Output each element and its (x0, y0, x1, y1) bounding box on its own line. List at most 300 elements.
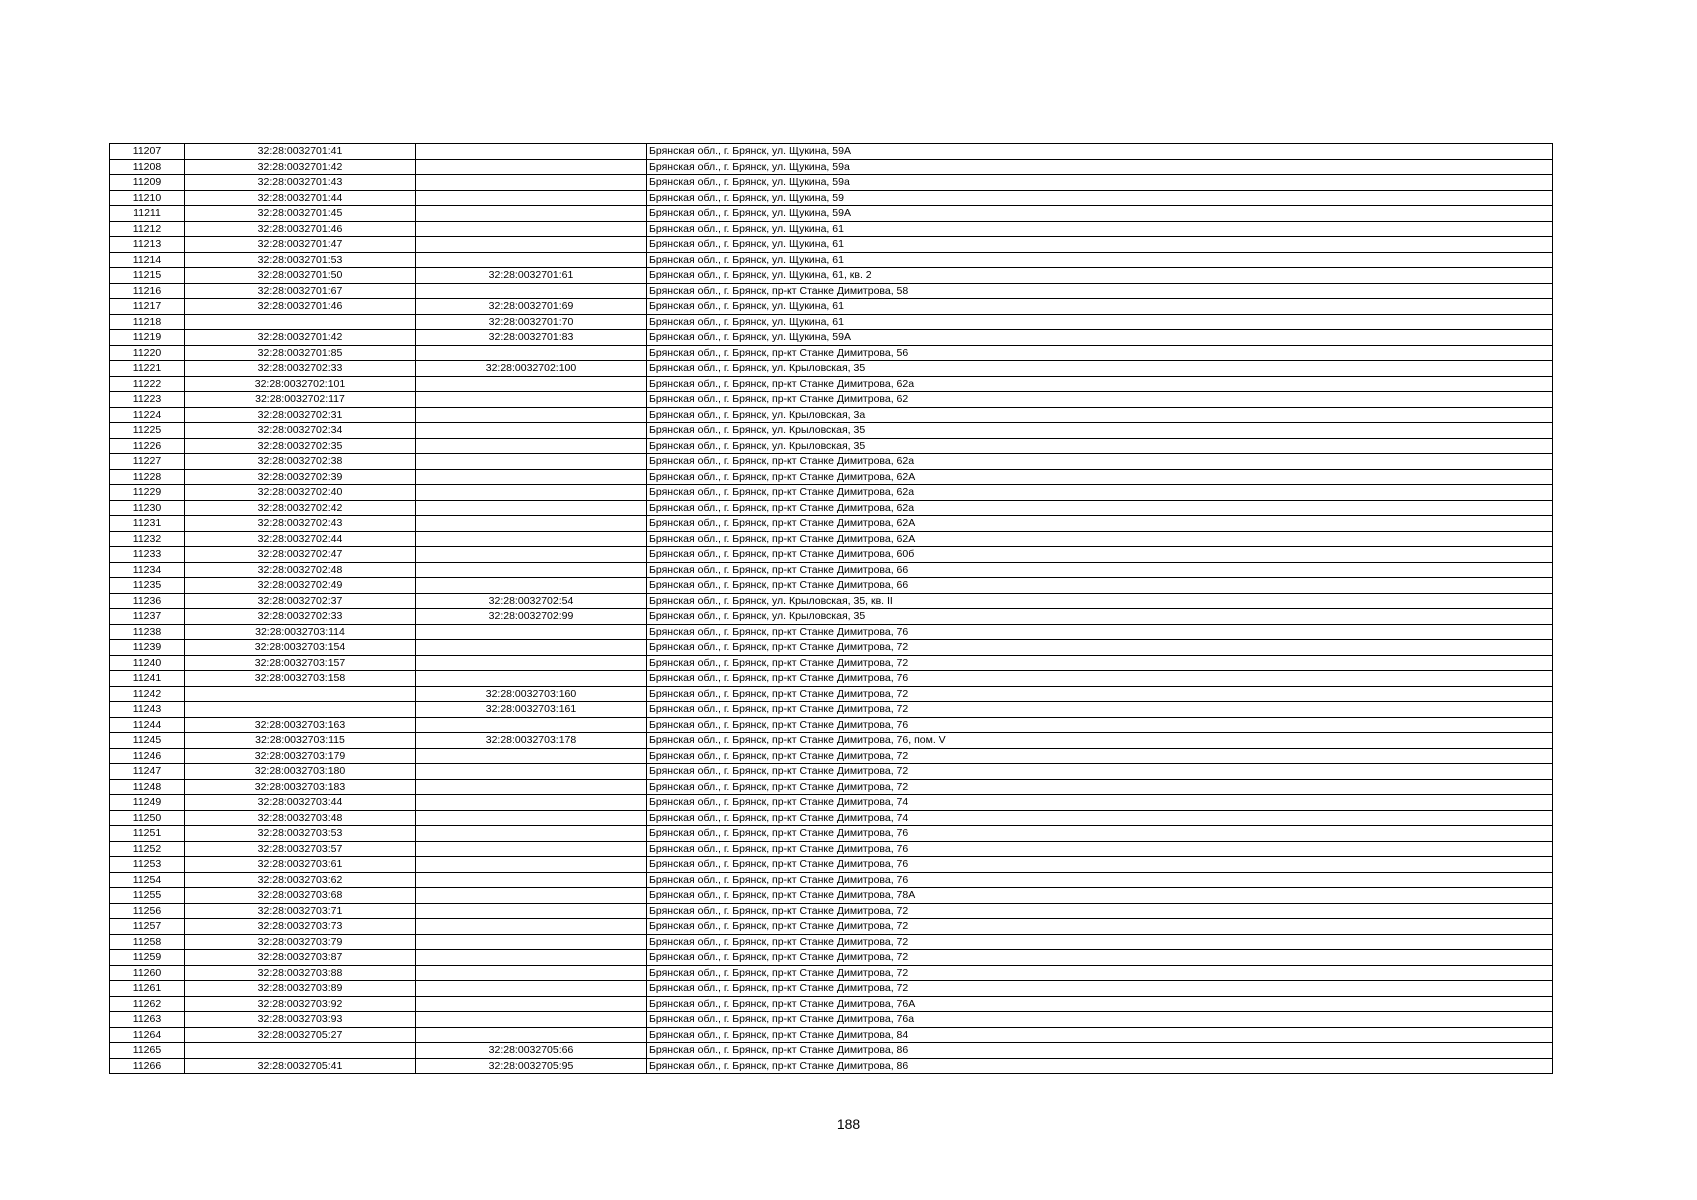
row-number-cell: 11248 (110, 779, 185, 795)
row-number-cell: 11208 (110, 159, 185, 175)
cadastral-number-cell: 32:28:0032701:67 (185, 283, 416, 299)
address-cell: Брянская обл., г. Брянск, пр-кт Станке Димитрова, 72 (647, 950, 1553, 966)
address-cell: Брянская обл., г. Брянск, пр-кт Станке Димитрова, 86 (647, 1043, 1553, 1059)
row-number-cell: 11238 (110, 624, 185, 640)
related-number-cell: 32:28:0032703:160 (416, 686, 647, 702)
address-cell: Брянская обл., г. Брянск, пр-кт Станке Димитрова, 72 (647, 764, 1553, 780)
table-row (110, 624, 1553, 640)
related-number-cell: 32:28:0032702:100 (416, 361, 647, 377)
row-number-cell: 11207 (110, 144, 185, 160)
cadastral-number-cell: 32:28:0032703:89 (185, 981, 416, 997)
related-number-cell (416, 624, 647, 640)
address-cell: Брянская обл., г. Брянск, пр-кт Станке Димитрова, 56 (647, 345, 1553, 361)
cadastral-number-cell: 32:28:0032703:114 (185, 624, 416, 640)
table-row (110, 733, 1553, 749)
table-row (110, 423, 1553, 439)
related-number-cell (416, 144, 647, 160)
address-cell: Брянская обл., г. Брянск, пр-кт Станке Димитрова, 72 (647, 686, 1553, 702)
cadastral-number-cell: 32:28:0032702:39 (185, 469, 416, 485)
related-number-cell (416, 903, 647, 919)
related-number-cell: 32:28:0032702:99 (416, 609, 647, 625)
table-row (110, 903, 1553, 919)
row-number-cell: 11261 (110, 981, 185, 997)
row-number-cell: 11225 (110, 423, 185, 439)
cadastral-number-cell: 32:28:0032702:42 (185, 500, 416, 516)
cadastral-number-cell: 32:28:0032705:41 (185, 1058, 416, 1074)
cadastral-number-cell: 32:28:0032703:87 (185, 950, 416, 966)
table-row (110, 857, 1553, 873)
cadastral-number-cell: 32:28:0032701:42 (185, 330, 416, 346)
address-cell: Брянская обл., г. Брянск, пр-кт Станке Димитрова, 66 (647, 578, 1553, 594)
address-cell: Брянская обл., г. Брянск, пр-кт Станке Димитрова, 62а (647, 500, 1553, 516)
related-number-cell (416, 950, 647, 966)
address-cell: Брянская обл., г. Брянск, пр-кт Станке Димитрова, 72 (647, 919, 1553, 935)
related-number-cell (416, 640, 647, 656)
table-row (110, 221, 1553, 237)
row-number-cell: 11242 (110, 686, 185, 702)
table-row (110, 609, 1553, 625)
table-row (110, 268, 1553, 284)
cadastral-number-cell: 32:28:0032702:101 (185, 376, 416, 392)
cadastral-number-cell: 32:28:0032702:117 (185, 392, 416, 408)
row-number-cell: 11215 (110, 268, 185, 284)
cadastral-number-cell: 32:28:0032702:31 (185, 407, 416, 423)
address-cell: Брянская обл., г. Брянск, пр-кт Станке Димитрова, 76А (647, 996, 1553, 1012)
related-number-cell (416, 531, 647, 547)
row-number-cell: 11211 (110, 206, 185, 222)
cadastral-number-cell: 32:28:0032701:43 (185, 175, 416, 191)
table-row (110, 934, 1553, 950)
cadastral-number-cell: 32:28:0032703:57 (185, 841, 416, 857)
related-number-cell (416, 717, 647, 733)
related-number-cell (416, 578, 647, 594)
address-cell: Брянская обл., г. Брянск, ул. Крыловская, 35 (647, 423, 1553, 439)
row-number-cell: 11251 (110, 826, 185, 842)
related-number-cell: 32:28:0032701:69 (416, 299, 647, 315)
cadastral-number-cell: 32:28:0032703:183 (185, 779, 416, 795)
address-cell: Брянская обл., г. Брянск, пр-кт Станке Димитрова, 84 (647, 1027, 1553, 1043)
address-cell: Брянская обл., г. Брянск, ул. Крыловская, 3а (647, 407, 1553, 423)
cadastral-number-cell: 32:28:0032702:38 (185, 454, 416, 470)
address-cell: Брянская обл., г. Брянск, пр-кт Станке Димитрова, 74 (647, 810, 1553, 826)
address-cell: Брянская обл., г. Брянск, пр-кт Станке Димитрова, 72 (647, 640, 1553, 656)
address-cell: Брянская обл., г. Брянск, пр-кт Станке Димитрова, 62 (647, 392, 1553, 408)
related-number-cell: 32:28:0032705:95 (416, 1058, 647, 1074)
table-row (110, 748, 1553, 764)
related-number-cell: 32:28:0032701:83 (416, 330, 647, 346)
related-number-cell (416, 283, 647, 299)
cadastral-number-cell: 32:28:0032701:50 (185, 268, 416, 284)
cadastral-number-cell (185, 1043, 416, 1059)
cadastral-number-cell: 32:28:0032703:61 (185, 857, 416, 873)
address-cell: Брянская обл., г. Брянск, ул. Щукина, 61, кв. 2 (647, 268, 1553, 284)
row-number-cell: 11221 (110, 361, 185, 377)
row-number-cell: 11255 (110, 888, 185, 904)
table-row (110, 345, 1553, 361)
cadastral-number-cell: 32:28:0032701:53 (185, 252, 416, 268)
address-cell: Брянская обл., г. Брянск, ул. Щукина, 59а (647, 175, 1553, 191)
related-number-cell (416, 252, 647, 268)
related-number-cell (416, 795, 647, 811)
table-row (110, 516, 1553, 532)
related-number-cell: 32:28:0032701:61 (416, 268, 647, 284)
address-cell: Брянская обл., г. Брянск, пр-кт Станке Димитрова, 86 (647, 1058, 1553, 1074)
cadastral-number-cell: 32:28:0032703:79 (185, 934, 416, 950)
cadastral-number-cell: 32:28:0032703:71 (185, 903, 416, 919)
address-cell: Брянская обл., г. Брянск, ул. Щукина, 59а (647, 159, 1553, 175)
related-number-cell (416, 221, 647, 237)
table-row (110, 159, 1553, 175)
row-number-cell: 11212 (110, 221, 185, 237)
table-row (110, 407, 1553, 423)
related-number-cell (416, 376, 647, 392)
row-number-cell: 11246 (110, 748, 185, 764)
row-number-cell: 11226 (110, 438, 185, 454)
cadastral-number-cell: 32:28:0032702:37 (185, 593, 416, 609)
address-cell: Брянская обл., г. Брянск, пр-кт Станке Димитрова, 72 (647, 981, 1553, 997)
related-number-cell (416, 547, 647, 563)
table-row (110, 593, 1553, 609)
table-row (110, 283, 1553, 299)
table-row (110, 190, 1553, 206)
row-number-cell: 11237 (110, 609, 185, 625)
cadastral-number-cell: 32:28:0032702:34 (185, 423, 416, 439)
related-number-cell: 32:28:0032701:70 (416, 314, 647, 330)
address-cell: Брянская обл., г. Брянск, пр-кт Станке Димитрова, 62а (647, 454, 1553, 470)
table-row (110, 888, 1553, 904)
row-number-cell: 11218 (110, 314, 185, 330)
cadastral-number-cell: 32:28:0032702:49 (185, 578, 416, 594)
row-number-cell: 11265 (110, 1043, 185, 1059)
table-row (110, 547, 1553, 563)
row-number-cell: 11266 (110, 1058, 185, 1074)
row-number-cell: 11252 (110, 841, 185, 857)
address-cell: Брянская обл., г. Брянск, пр-кт Станке Димитрова, 76 (647, 872, 1553, 888)
cadastral-number-cell: 32:28:0032703:93 (185, 1012, 416, 1028)
row-number-cell: 11227 (110, 454, 185, 470)
address-cell: Брянская обл., г. Брянск, ул. Крыловская, 35 (647, 438, 1553, 454)
related-number-cell (416, 810, 647, 826)
related-number-cell (416, 407, 647, 423)
table-row (110, 872, 1553, 888)
row-number-cell: 11244 (110, 717, 185, 733)
row-number-cell: 11214 (110, 252, 185, 268)
table-row (110, 996, 1553, 1012)
cadastral-number-cell: 32:28:0032701:85 (185, 345, 416, 361)
table-row (110, 175, 1553, 191)
address-cell: Брянская обл., г. Брянск, пр-кт Станке Димитрова, 72 (647, 965, 1553, 981)
cadastral-table (109, 143, 1553, 1074)
table-row (110, 779, 1553, 795)
table-row (110, 454, 1553, 470)
related-number-cell (416, 159, 647, 175)
table-row (110, 314, 1553, 330)
cadastral-number-cell: 32:28:0032703:73 (185, 919, 416, 935)
cadastral-number-cell: 32:28:0032702:48 (185, 562, 416, 578)
table-row (110, 330, 1553, 346)
address-cell: Брянская обл., г. Брянск, пр-кт Станке Димитрова, 72 (647, 655, 1553, 671)
related-number-cell (416, 469, 647, 485)
related-number-cell: 32:28:0032703:161 (416, 702, 647, 718)
table-row (110, 965, 1553, 981)
row-number-cell: 11230 (110, 500, 185, 516)
related-number-cell (416, 965, 647, 981)
address-cell: Брянская обл., г. Брянск, пр-кт Станке Димитрова, 62а (647, 376, 1553, 392)
cadastral-number-cell: 32:28:0032701:47 (185, 237, 416, 253)
table-row (110, 531, 1553, 547)
table-row (110, 500, 1553, 516)
row-number-cell: 11249 (110, 795, 185, 811)
cadastral-number-cell: 32:28:0032703:180 (185, 764, 416, 780)
address-cell: Брянская обл., г. Брянск, пр-кт Станке Димитрова, 76 (647, 671, 1553, 687)
row-number-cell: 11245 (110, 733, 185, 749)
row-number-cell: 11260 (110, 965, 185, 981)
table-row (110, 144, 1553, 160)
address-cell: Брянская обл., г. Брянск, пр-кт Станке Димитрова, 76 (647, 717, 1553, 733)
related-number-cell (416, 872, 647, 888)
row-number-cell: 11222 (110, 376, 185, 392)
cadastral-number-cell: 32:28:0032703:154 (185, 640, 416, 656)
row-number-cell: 11263 (110, 1012, 185, 1028)
row-number-cell: 11241 (110, 671, 185, 687)
page-number: 188 (836, 1116, 861, 1132)
cadastral-number-cell: 32:28:0032702:40 (185, 485, 416, 501)
row-number-cell: 11254 (110, 872, 185, 888)
table-row (110, 237, 1553, 253)
address-cell: Брянская обл., г. Брянск, пр-кт Станке Димитрова, 72 (647, 934, 1553, 950)
row-number-cell: 11256 (110, 903, 185, 919)
table-row (110, 640, 1553, 656)
row-number-cell: 11240 (110, 655, 185, 671)
related-number-cell (416, 655, 647, 671)
cadastral-number-cell: 32:28:0032703:48 (185, 810, 416, 826)
table-row (110, 578, 1553, 594)
table-row (110, 810, 1553, 826)
address-cell: Брянская обл., г. Брянск, пр-кт Станке Димитрова, 62А (647, 516, 1553, 532)
row-number-cell: 11262 (110, 996, 185, 1012)
address-cell: Брянская обл., г. Брянск, ул. Крыловская, 35, кв. II (647, 593, 1553, 609)
row-number-cell: 11253 (110, 857, 185, 873)
address-cell: Брянская обл., г. Брянск, ул. Щукина, 61 (647, 252, 1553, 268)
row-number-cell: 11243 (110, 702, 185, 718)
related-number-cell (416, 826, 647, 842)
address-cell: Брянская обл., г. Брянск, ул. Щукина, 61 (647, 299, 1553, 315)
row-number-cell: 11250 (110, 810, 185, 826)
address-cell: Брянская обл., г. Брянск, пр-кт Станке Димитрова, 76 (647, 857, 1553, 873)
cadastral-number-cell (185, 314, 416, 330)
table-row (110, 438, 1553, 454)
table-row (110, 376, 1553, 392)
address-cell: Брянская обл., г. Брянск, пр-кт Станке Димитрова, 62А (647, 469, 1553, 485)
related-number-cell (416, 562, 647, 578)
address-cell: Брянская обл., г. Брянск, ул. Щукина, 59А (647, 144, 1553, 160)
table-row (110, 950, 1553, 966)
cadastral-number-cell: 32:28:0032705:27 (185, 1027, 416, 1043)
table-row (110, 655, 1553, 671)
address-cell: Брянская обл., г. Брянск, пр-кт Станке Димитрова, 72 (647, 702, 1553, 718)
table-row (110, 252, 1553, 268)
cadastral-number-cell: 32:28:0032703:68 (185, 888, 416, 904)
cadastral-number-cell: 32:28:0032702:33 (185, 609, 416, 625)
address-cell: Брянская обл., г. Брянск, пр-кт Станке Димитрова, 72 (647, 903, 1553, 919)
related-number-cell (416, 857, 647, 873)
related-number-cell: 32:28:0032702:54 (416, 593, 647, 609)
table-row (110, 392, 1553, 408)
table-row (110, 1027, 1553, 1043)
row-number-cell: 11223 (110, 392, 185, 408)
related-number-cell (416, 779, 647, 795)
row-number-cell: 11264 (110, 1027, 185, 1043)
cadastral-number-cell: 32:28:0032701:41 (185, 144, 416, 160)
table-row (110, 702, 1553, 718)
cadastral-number-cell: 32:28:0032701:45 (185, 206, 416, 222)
cadastral-number-cell: 32:28:0032703:44 (185, 795, 416, 811)
address-cell: Брянская обл., г. Брянск, пр-кт Станке Димитрова, 76, пом. V (647, 733, 1553, 749)
row-number-cell: 11233 (110, 547, 185, 563)
cadastral-number-cell: 32:28:0032702:33 (185, 361, 416, 377)
related-number-cell (416, 671, 647, 687)
address-cell: Брянская обл., г. Брянск, ул. Крыловская, 35 (647, 609, 1553, 625)
related-number-cell (416, 206, 647, 222)
related-number-cell (416, 888, 647, 904)
address-cell: Брянская обл., г. Брянск, ул. Крыловская, 35 (647, 361, 1553, 377)
cadastral-number-cell: 32:28:0032702:43 (185, 516, 416, 532)
related-number-cell (416, 438, 647, 454)
address-cell: Брянская обл., г. Брянск, пр-кт Станке Димитрова, 60б (647, 547, 1553, 563)
table-row (110, 469, 1553, 485)
row-number-cell: 11213 (110, 237, 185, 253)
table-row (110, 764, 1553, 780)
row-number-cell: 11231 (110, 516, 185, 532)
related-number-cell (416, 423, 647, 439)
cadastral-number-cell: 32:28:0032701:46 (185, 299, 416, 315)
address-cell: Брянская обл., г. Брянск, пр-кт Станке Димитрова, 62А (647, 531, 1553, 547)
related-number-cell (416, 392, 647, 408)
cadastral-number-cell: 32:28:0032702:35 (185, 438, 416, 454)
row-number-cell: 11232 (110, 531, 185, 547)
table-row (110, 562, 1553, 578)
address-cell: Брянская обл., г. Брянск, пр-кт Станке Димитрова, 78А (647, 888, 1553, 904)
table-row (110, 361, 1553, 377)
row-number-cell: 11229 (110, 485, 185, 501)
address-cell: Брянская обл., г. Брянск, ул. Щукина, 61 (647, 237, 1553, 253)
address-cell: Брянская обл., г. Брянск, ул. Щукина, 61 (647, 221, 1553, 237)
table-row (110, 1058, 1553, 1074)
address-cell: Брянская обл., г. Брянск, пр-кт Станке Димитрова, 66 (647, 562, 1553, 578)
table-row (110, 1043, 1553, 1059)
table-row (110, 795, 1553, 811)
address-cell: Брянская обл., г. Брянск, пр-кт Станке Димитрова, 72 (647, 748, 1553, 764)
address-cell: Брянская обл., г. Брянск, пр-кт Станке Димитрова, 58 (647, 283, 1553, 299)
related-number-cell (416, 175, 647, 191)
related-number-cell (416, 345, 647, 361)
related-number-cell: 32:28:0032705:66 (416, 1043, 647, 1059)
table-row (110, 299, 1553, 315)
row-number-cell: 11209 (110, 175, 185, 191)
table-row (110, 206, 1553, 222)
row-number-cell: 11210 (110, 190, 185, 206)
related-number-cell: 32:28:0032703:178 (416, 733, 647, 749)
related-number-cell (416, 190, 647, 206)
address-cell: Брянская обл., г. Брянск, ул. Щукина, 61 (647, 314, 1553, 330)
row-number-cell: 11234 (110, 562, 185, 578)
address-cell: Брянская обл., г. Брянск, пр-кт Станке Димитрова, 72 (647, 779, 1553, 795)
row-number-cell: 11224 (110, 407, 185, 423)
related-number-cell (416, 919, 647, 935)
cadastral-number-cell: 32:28:0032703:158 (185, 671, 416, 687)
table-row (110, 717, 1553, 733)
table-row (110, 671, 1553, 687)
cadastral-number-cell: 32:28:0032701:44 (185, 190, 416, 206)
cadastral-number-cell: 32:28:0032703:157 (185, 655, 416, 671)
address-cell: Брянская обл., г. Брянск, пр-кт Станке Димитрова, 76а (647, 1012, 1553, 1028)
cadastral-number-cell: 32:28:0032702:47 (185, 547, 416, 563)
address-cell: Брянская обл., г. Брянск, ул. Щукина, 59А (647, 206, 1553, 222)
address-cell: Брянская обл., г. Брянск, ул. Щукина, 59А (647, 330, 1553, 346)
row-number-cell: 11259 (110, 950, 185, 966)
address-cell: Брянская обл., г. Брянск, пр-кт Станке Димитрова, 76 (647, 826, 1553, 842)
related-number-cell (416, 764, 647, 780)
table-body (110, 144, 1553, 1074)
row-number-cell: 11235 (110, 578, 185, 594)
related-number-cell (416, 934, 647, 950)
table-row (110, 826, 1553, 842)
related-number-cell (416, 1012, 647, 1028)
cadastral-number-cell: 32:28:0032701:46 (185, 221, 416, 237)
cadastral-number-cell: 32:28:0032703:53 (185, 826, 416, 842)
related-number-cell (416, 841, 647, 857)
related-number-cell (416, 237, 647, 253)
cadastral-number-cell (185, 702, 416, 718)
related-number-cell (416, 485, 647, 501)
address-cell: Брянская обл., г. Брянск, ул. Щукина, 59 (647, 190, 1553, 206)
related-number-cell (416, 981, 647, 997)
cadastral-number-cell: 32:28:0032703:92 (185, 996, 416, 1012)
address-cell: Брянская обл., г. Брянск, пр-кт Станке Димитрова, 76 (647, 841, 1553, 857)
related-number-cell (416, 1027, 647, 1043)
row-number-cell: 11220 (110, 345, 185, 361)
related-number-cell (416, 748, 647, 764)
row-number-cell: 11247 (110, 764, 185, 780)
related-number-cell (416, 516, 647, 532)
cadastral-number-cell: 32:28:0032702:44 (185, 531, 416, 547)
row-number-cell: 11258 (110, 934, 185, 950)
address-cell: Брянская обл., г. Брянск, пр-кт Станке Димитрова, 74 (647, 795, 1553, 811)
address-cell: Брянская обл., г. Брянск, пр-кт Станке Димитрова, 76 (647, 624, 1553, 640)
cadastral-number-cell (185, 686, 416, 702)
table-row (110, 981, 1553, 997)
row-number-cell: 11217 (110, 299, 185, 315)
row-number-cell: 11216 (110, 283, 185, 299)
row-number-cell: 11236 (110, 593, 185, 609)
row-number-cell: 11239 (110, 640, 185, 656)
table-row (110, 485, 1553, 501)
related-number-cell (416, 454, 647, 470)
cadastral-number-cell: 32:28:0032703:115 (185, 733, 416, 749)
address-cell: Брянская обл., г. Брянск, пр-кт Станке Димитрова, 62а (647, 485, 1553, 501)
table-row (110, 841, 1553, 857)
related-number-cell (416, 996, 647, 1012)
row-number-cell: 11257 (110, 919, 185, 935)
cadastral-number-cell: 32:28:0032703:163 (185, 717, 416, 733)
table-row (110, 1012, 1553, 1028)
cadastral-number-cell: 32:28:0032703:88 (185, 965, 416, 981)
row-number-cell: 11219 (110, 330, 185, 346)
cadastral-number-cell: 32:28:0032703:179 (185, 748, 416, 764)
table-row (110, 686, 1553, 702)
cadastral-number-cell: 32:28:0032703:62 (185, 872, 416, 888)
related-number-cell (416, 500, 647, 516)
